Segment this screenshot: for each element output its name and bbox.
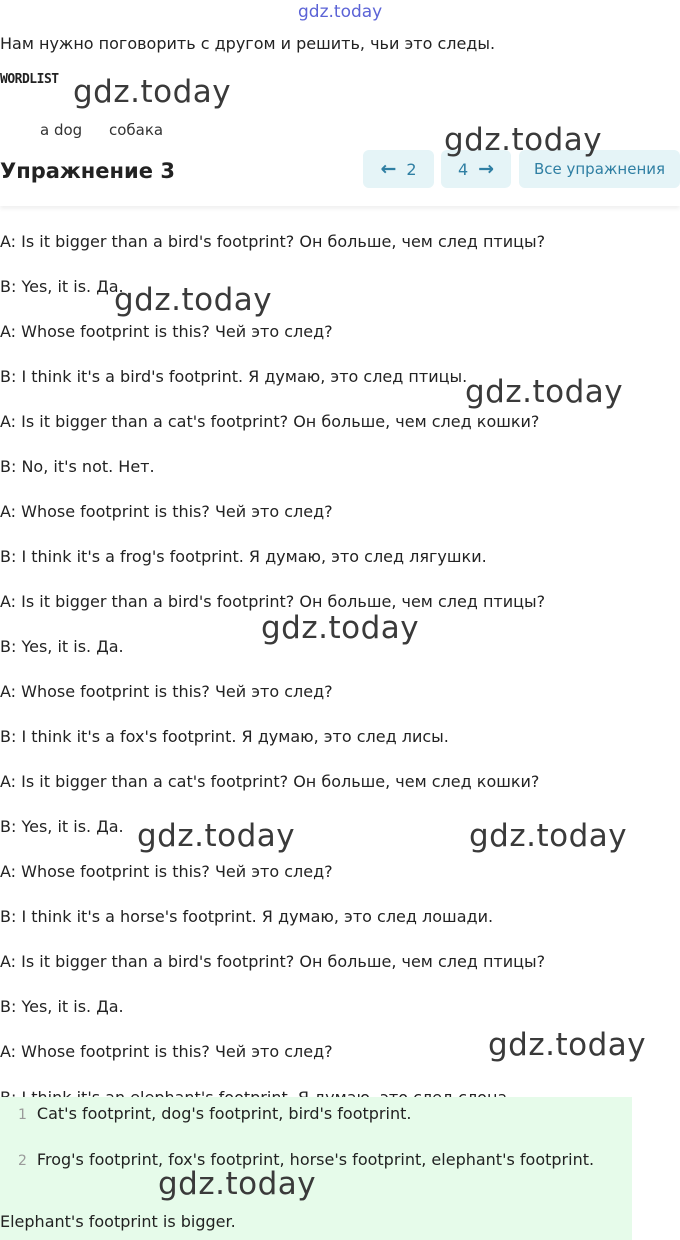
answer-text: Frog's footprint, fox's footprint, horse's footprint, elephant's footprint. [36, 1150, 595, 1169]
wordlist-translation: собака [108, 121, 164, 139]
dialogue-line: A: Whose footprint is this? Чей это след? [0, 322, 333, 341]
dialogue-line: B: I think it's a horse's footprint. Я думаю, это след лошади. [0, 907, 494, 926]
all-exercises-button[interactable]: Все упражнения [519, 150, 680, 188]
dialogue-line: A: Whose footprint is this? Чей это след? [0, 502, 333, 521]
intro-text: Нам нужно поговорить с другом и решить, чьи это следы. [0, 34, 496, 53]
watermark: gdz.today [158, 1166, 317, 1202]
watermark: gdz.today [444, 122, 603, 158]
dialogue-line: A: Is it bigger than a bird's footprint? Он больше, чем след птицы? [0, 232, 546, 251]
dialogue-line: A: Whose footprint is this? Чей это след? [0, 682, 333, 701]
watermark: gdz.today [73, 74, 232, 110]
dialogue-line: A: Is it bigger than a bird's footprint? Он больше, чем след птицы? [0, 592, 546, 611]
dialogue-line: B: I think it's a bird's footprint. Я думаю, это след птицы. [0, 367, 468, 386]
dialogue-line: B: I think it's a fox's footprint. Я думаю, это след лисы. [0, 727, 449, 746]
dialogue-line: B: I think it's a frog's footprint. Я думаю, это след лягушки. [0, 547, 487, 566]
page-title: Упражнение 3 [0, 159, 175, 183]
dialogue-line: A: Is it bigger than a cat's footprint? Он больше, чем след кошки? [0, 412, 540, 431]
answer-number: 2 [18, 1153, 27, 1169]
answer-final: Elephant's footprint is bigger. [0, 1212, 236, 1231]
next-exercise-label: 4 [457, 159, 469, 179]
site-watermark-top: gdz.today [298, 2, 383, 22]
dialogue-line: B: Yes, it is. Да. [0, 817, 124, 836]
watermark: gdz.today [137, 818, 296, 854]
watermark: gdz.today [488, 1027, 647, 1063]
watermark: gdz.today [261, 610, 420, 646]
dialogue-list [0, 230, 680, 1085]
watermark: gdz.today [465, 374, 624, 410]
watermark: gdz.today [469, 818, 628, 854]
watermark: gdz.today [114, 282, 273, 318]
prev-exercise-button[interactable] [363, 150, 434, 188]
dialogue-line: A: Whose footprint is this? Чей это след? [0, 862, 333, 881]
answer-number: 1 [18, 1107, 27, 1123]
dialogue-line: A: Is it bigger than a cat's footprint? Он больше, чем след кошки? [0, 772, 540, 791]
answer-item [18, 1104, 411, 1123]
answer-text: Cat's footprint, dog's footprint, bird's footprint. [36, 1104, 412, 1123]
wordlist-word: a dog [40, 121, 83, 139]
arrow-left-icon: ← [380, 158, 397, 180]
arrow-right-icon: → [478, 158, 495, 180]
prev-exercise-label: 2 [406, 159, 417, 179]
wordlist-item [40, 121, 185, 139]
wordlist-label: WORDLIST [0, 72, 59, 87]
dialogue-line: B: Yes, it is. Да. [0, 277, 124, 296]
dialogue-line: B: No, it's not. Нет. [0, 457, 155, 476]
dialogue-line-cut [0, 1088, 512, 1097]
dialogue-line: B: Yes, it is. Да. [0, 637, 124, 656]
dialogue-line: A: Is it bigger than a bird's footprint? Он больше, чем след птицы? [0, 952, 546, 971]
dialogue-line: B: Yes, it is. Да. [0, 997, 124, 1016]
dialogue-line: A: Whose footprint is this? Чей это след? [0, 1042, 333, 1061]
